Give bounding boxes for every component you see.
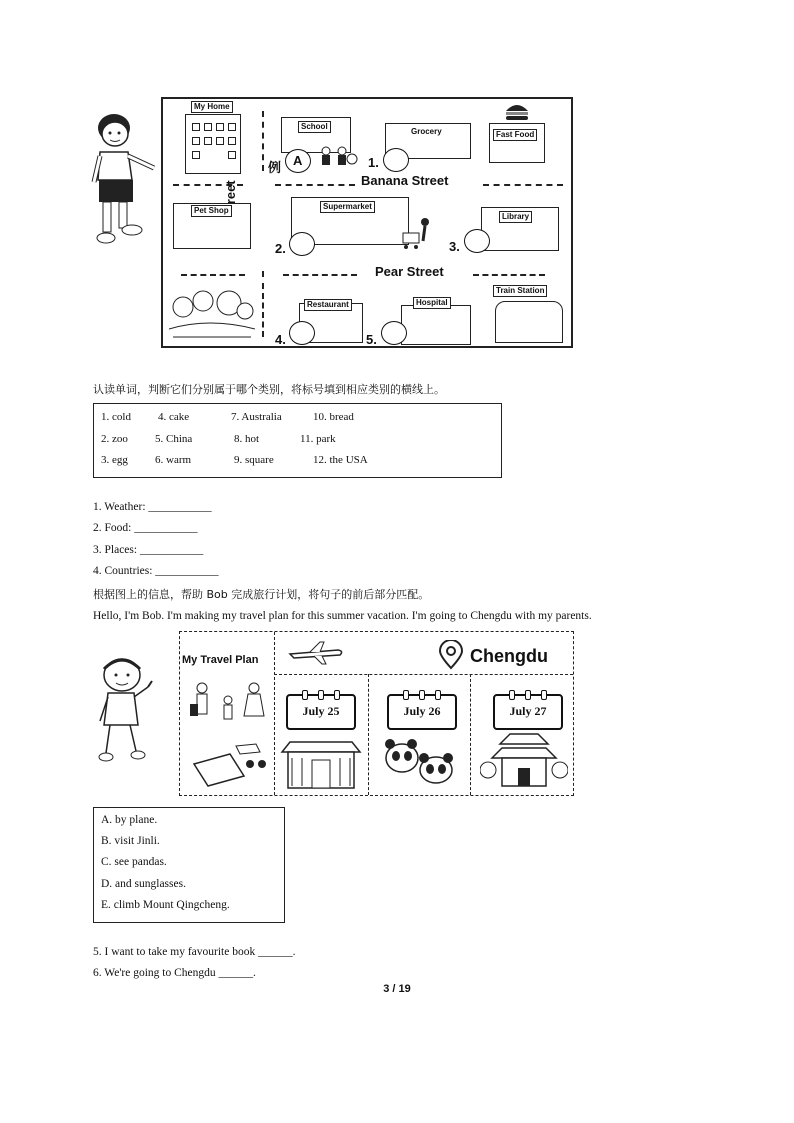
banana-street-label: Banana Street xyxy=(361,173,449,188)
example-prefix: 例 xyxy=(268,160,282,175)
question-places: 3. Places: ___________ xyxy=(93,544,204,556)
train-station-building xyxy=(495,301,563,343)
fast-food-sign: Fast Food xyxy=(493,129,537,141)
word-item: 10. bread xyxy=(313,411,354,423)
answer-5-circle[interactable] xyxy=(381,321,407,345)
word-item: 12. the USA xyxy=(313,454,368,466)
question-weather: 1. Weather: ___________ xyxy=(93,501,212,513)
question-5: 5. I want to take my favourite book ______. xyxy=(93,946,296,958)
street-map xyxy=(161,97,573,348)
restaurant-sign: Restaurant xyxy=(304,299,352,311)
option-a: A. by plane. xyxy=(101,814,158,826)
jinli-gate-picture xyxy=(278,732,364,790)
word-bank-box xyxy=(93,403,502,478)
plan-title: My Travel Plan xyxy=(182,654,259,666)
park-trees-picture xyxy=(169,289,255,339)
word-item: 11. park xyxy=(300,433,336,445)
supermarket-sign: Supermarket xyxy=(320,201,375,213)
bob-illustration xyxy=(92,655,156,767)
options-box xyxy=(93,807,285,923)
answer-4-circle[interactable] xyxy=(289,321,315,345)
question-countries: 4. Countries: ___________ xyxy=(93,565,219,577)
answer-1-circle[interactable] xyxy=(383,148,409,172)
city-name: Chengdu xyxy=(470,646,548,666)
hospital-building xyxy=(401,305,471,345)
word-item: 5. China xyxy=(155,433,193,445)
shopper-cart-icon xyxy=(397,217,437,253)
word-item: 7. Australia xyxy=(231,411,282,423)
date-label: July 27 xyxy=(509,704,547,718)
page-number: 3 / 19 xyxy=(383,983,411,995)
my-home-sign: My Home xyxy=(191,101,233,113)
train-station-sign: Train Station xyxy=(493,285,547,297)
word-item: 4. cake xyxy=(158,411,190,423)
word-item: 6. warm xyxy=(155,454,192,466)
date-label: July 25 xyxy=(302,704,340,718)
blue-street-label: Street xyxy=(223,180,238,218)
answer-3-circle[interactable] xyxy=(464,229,490,253)
school-children-icon xyxy=(318,145,358,167)
word-item: 3. egg xyxy=(101,454,128,466)
grocery-sign: Grocery xyxy=(411,127,442,136)
question-food: 2. Food: ___________ xyxy=(93,522,198,534)
section3-intro: Hello, I'm Bob. I'm making my travel plan for this summer vacation. I'm going to Chengdu with my parents. xyxy=(93,610,592,622)
family-travel-picture xyxy=(188,680,272,732)
section2-instruction: 认读单词，判断它们分别属于哪个类别，将标号填到相应类别的横线上。 xyxy=(93,383,445,396)
answer-1-number: 1. xyxy=(368,155,379,170)
qingcheng-temple-picture xyxy=(480,730,568,790)
school-sign: School xyxy=(298,121,331,133)
section3-instruction: 根据图上的信息，帮助 Bob 完成旅行计划，将句子的前后部分匹配。 xyxy=(93,588,430,601)
burger-icon xyxy=(504,101,530,121)
location-pin-icon xyxy=(438,640,464,670)
word-item: 9. square xyxy=(234,454,274,466)
example-answer-letter: A xyxy=(293,153,303,168)
date-label: July 26 xyxy=(403,704,441,718)
word-item: 8. hot xyxy=(234,433,260,445)
library-sign: Library xyxy=(499,211,532,223)
boy-illustration xyxy=(88,110,160,250)
date-july-25 xyxy=(286,694,356,730)
date-july-26 xyxy=(387,694,457,730)
option-e: E. climb Mount Qingcheng. xyxy=(101,899,230,911)
option-b: B. visit Jinli. xyxy=(101,835,160,847)
pet-shop-sign: Pet Shop xyxy=(191,205,232,217)
travel-plan-board xyxy=(179,631,574,796)
answer-3-number: 3. xyxy=(449,239,460,254)
question-6: 6. We're going to Chengdu ______. xyxy=(93,967,256,979)
suitcase-book-sunglasses-picture xyxy=(190,740,272,788)
word-item: 1. cold xyxy=(101,411,131,423)
answer-2-circle[interactable] xyxy=(289,232,315,256)
my-home-building xyxy=(185,114,241,174)
option-d: D. and sunglasses. xyxy=(101,878,186,890)
hospital-sign: Hospital xyxy=(413,297,451,309)
answer-4-number: 4. xyxy=(275,332,286,347)
answer-2-number: 2. xyxy=(275,241,286,256)
option-c: C. see pandas. xyxy=(101,856,167,868)
pear-street-label: Pear Street xyxy=(375,264,444,279)
airplane-icon xyxy=(286,640,346,666)
pandas-picture xyxy=(380,732,466,788)
date-july-27 xyxy=(493,694,563,730)
word-item: 2. zoo xyxy=(101,433,128,445)
answer-5-number: 5. xyxy=(366,332,377,347)
